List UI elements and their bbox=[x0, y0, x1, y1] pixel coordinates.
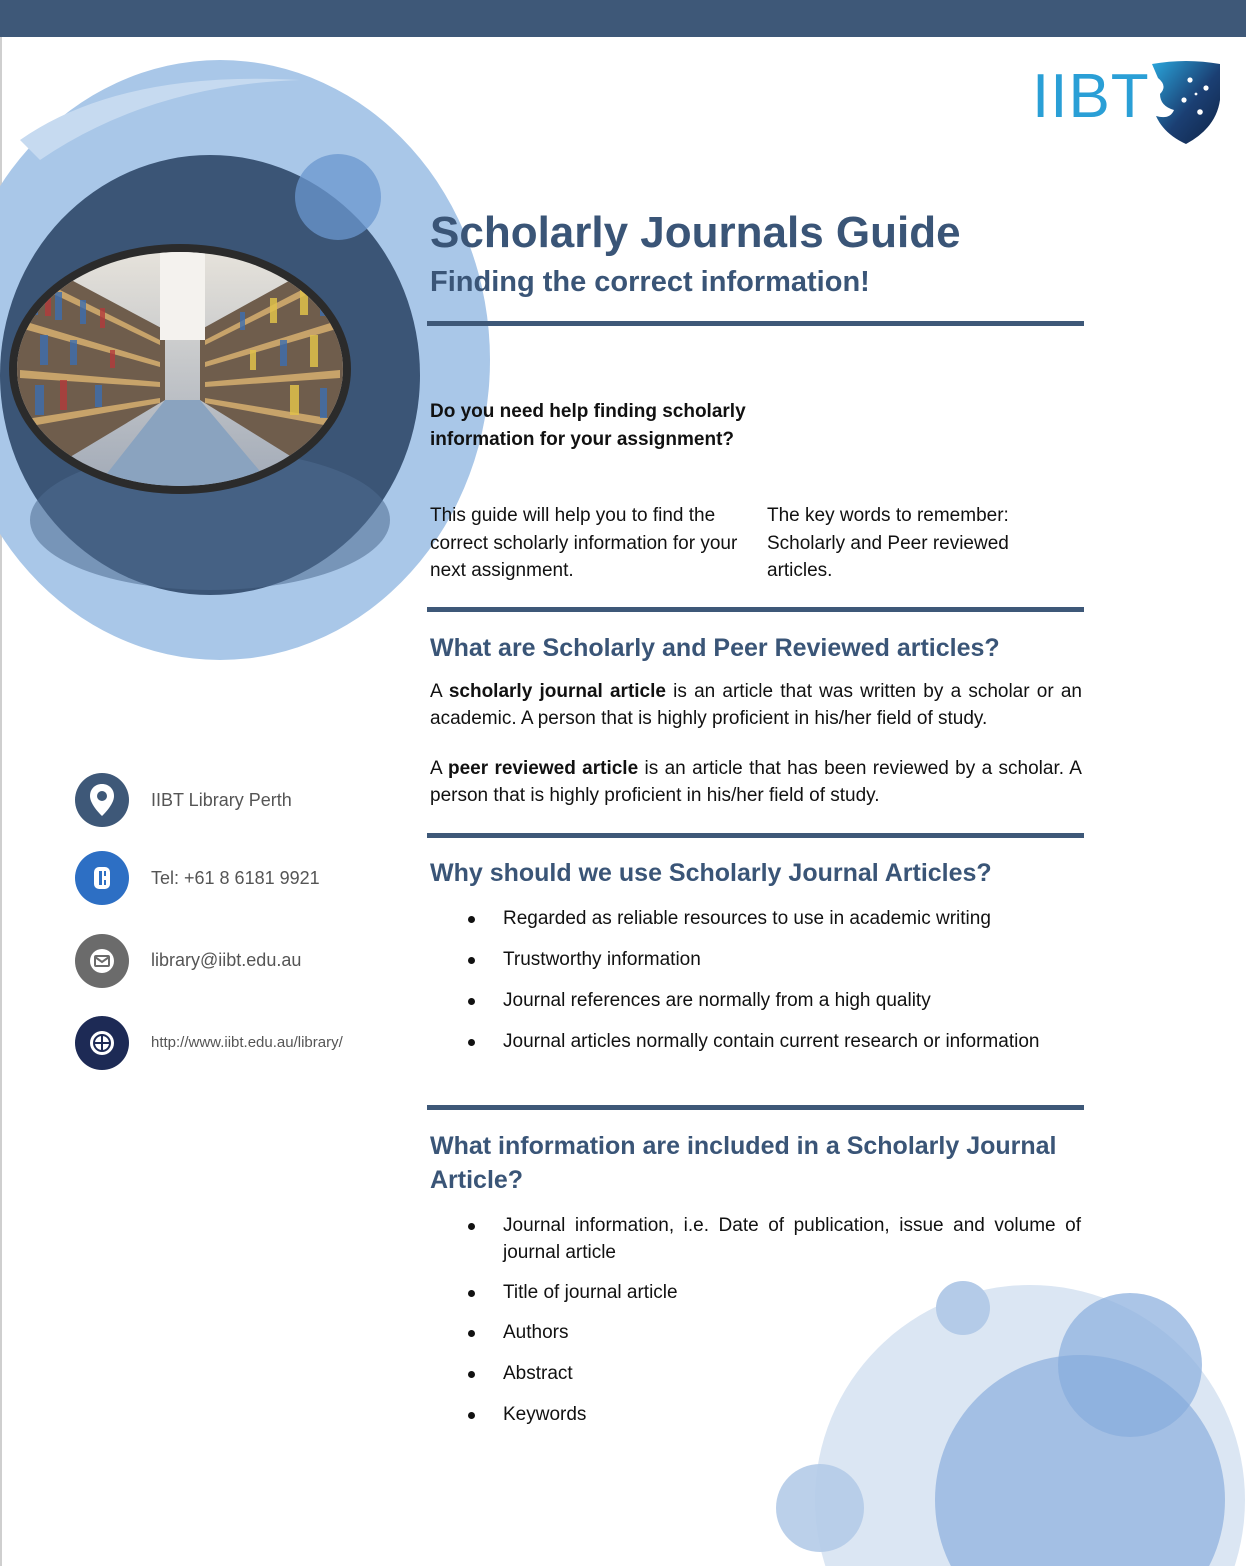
southern-cross-shield-icon bbox=[1150, 60, 1222, 144]
contact-website[interactable]: http://www.iibt.edu.au/library/ bbox=[151, 1034, 343, 1051]
list-item: Journal information, i.e. Date of publication, issue and volume of journal article bbox=[465, 1212, 1081, 1266]
section-heading-why-use: Why should we use Scholarly Journal Articles? bbox=[430, 859, 992, 887]
list-item: Title of journal article bbox=[465, 1279, 1081, 1306]
divider-rule bbox=[427, 607, 1084, 612]
intro-text-left: This guide will help you to find the correct scholarly information for your next assignment. bbox=[430, 505, 738, 581]
contact-phone: Tel: +61 8 6181 9921 bbox=[151, 868, 320, 888]
divider-rule bbox=[427, 833, 1084, 838]
list-item: Trustworthy information bbox=[465, 946, 1081, 973]
list-item: Journal references are normally from a high quality bbox=[465, 987, 1081, 1014]
section-heading-what-included: What information are included in a Scholarly Journal Article? bbox=[430, 1132, 1057, 1194]
section-heading-scholarly-peer: What are Scholarly and Peer Reviewed articles? bbox=[430, 634, 1000, 662]
why-use-list bbox=[465, 905, 1081, 1055]
phone-icon bbox=[75, 851, 129, 905]
iibt-logo-text: IIBT bbox=[1032, 62, 1150, 131]
list-item: Keywords bbox=[465, 1401, 1081, 1428]
page-title: Scholarly Journals Guide bbox=[430, 208, 961, 257]
included-info-list bbox=[465, 1212, 1081, 1428]
location-pin-icon bbox=[75, 773, 129, 827]
email-icon bbox=[75, 934, 129, 988]
list-item: Regarded as reliable resources to use in academic writing bbox=[465, 905, 1081, 932]
bubble-small-bottom bbox=[776, 1464, 864, 1552]
paragraph-scholarly-article: A scholarly journal article is an article that was written by a scholar or an academic. A person that is highly proficient in his/her field of study. bbox=[430, 681, 1082, 729]
bold-term: scholarly journal article bbox=[448, 681, 666, 702]
small-bubble bbox=[295, 154, 381, 240]
intro-question: Do you need help finding scholarly information for your assignment? bbox=[430, 401, 746, 450]
page-subtitle: Finding the correct information! bbox=[430, 266, 870, 298]
bold-term: peer reviewed article bbox=[447, 758, 639, 779]
divider-rule bbox=[427, 1105, 1084, 1110]
intro-text-right: The key words to remember: Scholarly and Peer reviewed articles. bbox=[767, 505, 1009, 581]
list-item: Authors bbox=[465, 1319, 1081, 1346]
list-item: Journal articles normally contain current research or information bbox=[465, 1028, 1081, 1055]
paragraph-peer-reviewed-article: A peer reviewed article is an article that has been reviewed by a scholar. A person that is highly proficient in his/her field of study. bbox=[430, 758, 1082, 806]
globe-icon bbox=[75, 1016, 129, 1070]
contact-email[interactable]: library@iibt.edu.au bbox=[151, 950, 302, 970]
list-item: Abstract bbox=[465, 1360, 1081, 1387]
contact-location: IIBT Library Perth bbox=[151, 790, 292, 810]
divider-rule bbox=[427, 321, 1084, 326]
